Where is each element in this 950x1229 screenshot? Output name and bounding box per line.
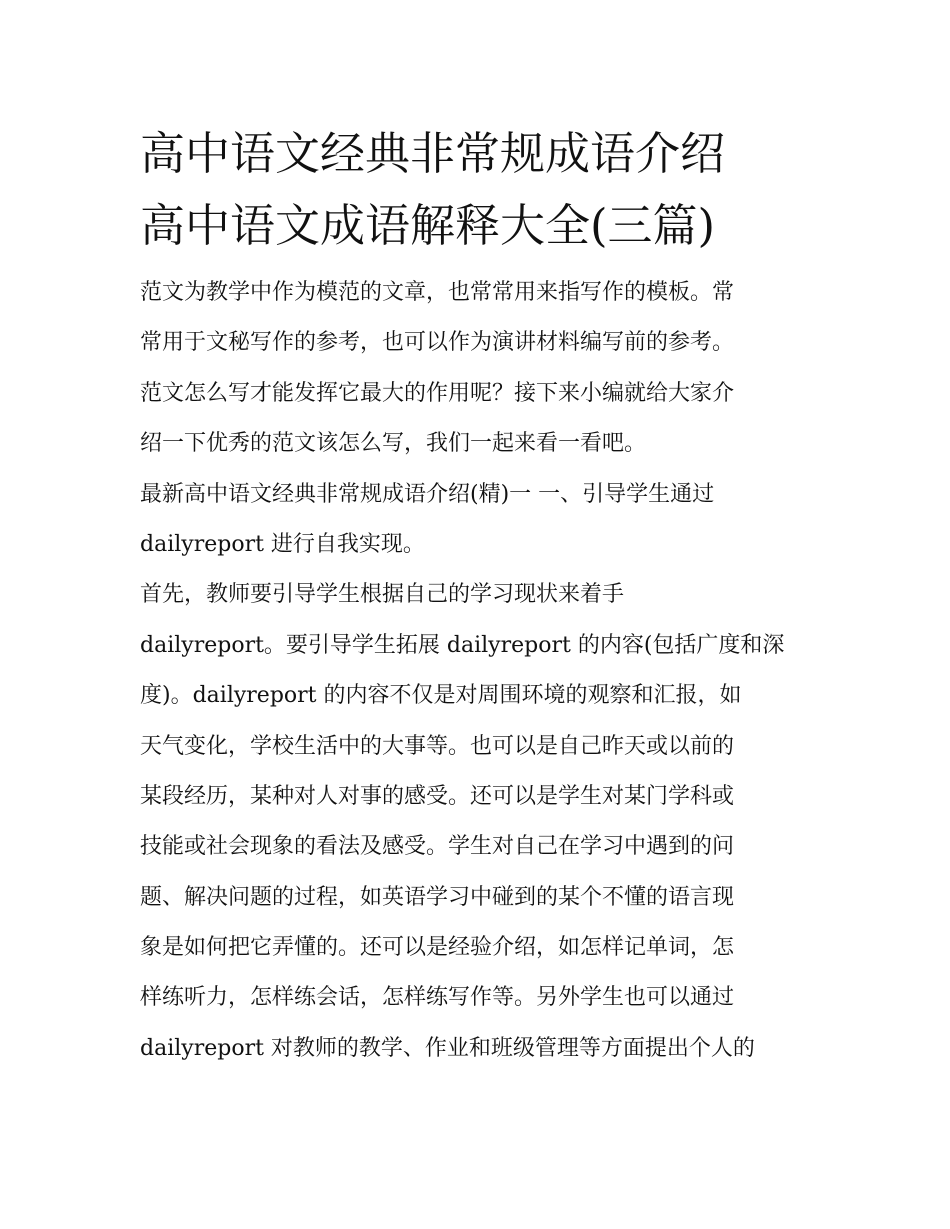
body-line: 常用于文秘写作的参考，也可以作为演讲材料编写前的参考。 (140, 330, 735, 356)
body-line: 范文为教学中作为模范的文章，也常常用来指写作的模板。常 (140, 280, 735, 305)
body-line: 某段经历，某种对人对事的感受。还可以是学生对某门学科或 (140, 783, 735, 809)
body-line: 范文怎么写才能发挥它最大的作用呢？接下来小编就给大家介 (140, 380, 735, 406)
body-line: 象是如何把它弄懂的。还可以是经验介绍，如怎样记单词，怎 (140, 935, 735, 961)
body-line: 样练听力，怎样练会话，怎样练写作等。另外学生也可以通过 (140, 985, 735, 1011)
body-line: dailyreport。要引导学生拓展 dailyreport 的内容(包括广度和深 (140, 632, 785, 658)
body-line: 最新高中语文经典非常规成语介绍(精)一 一、引导学生通过 (140, 481, 715, 507)
body-line: 题、解决问题的过程，如英语学习中碰到的某个不懂的语言现 (140, 884, 735, 910)
body-line: 技能或社会现象的看法及感受。学生对自己在学习中遇到的问 (140, 834, 735, 860)
title-line-2: 高中语文成语解释大全(三篇) (140, 199, 716, 252)
document-title (140, 118, 820, 262)
document-body (140, 268, 820, 1074)
document-page (140, 118, 820, 1074)
body-line: 首先，教师要引导学生根据自己的学习现状来着手 (140, 582, 625, 608)
body-line: 度)。dailyreport 的内容不仅是对周围环境的观察和汇报，如 (140, 683, 742, 709)
body-line: dailyreport 对教师的教学、作业和班级管理等方面提出个人的 (140, 1035, 755, 1061)
body-line: 绍一下优秀的范文该怎么写，我们一起来看一看吧。 (140, 431, 647, 457)
title-line-1: 高中语文经典非常规成语介绍 (140, 127, 726, 180)
body-line: dailyreport 进行自我实现。 (140, 531, 425, 557)
body-line: 天气变化，学校生活中的大事等。也可以是自己昨天或以前的 (140, 733, 735, 759)
